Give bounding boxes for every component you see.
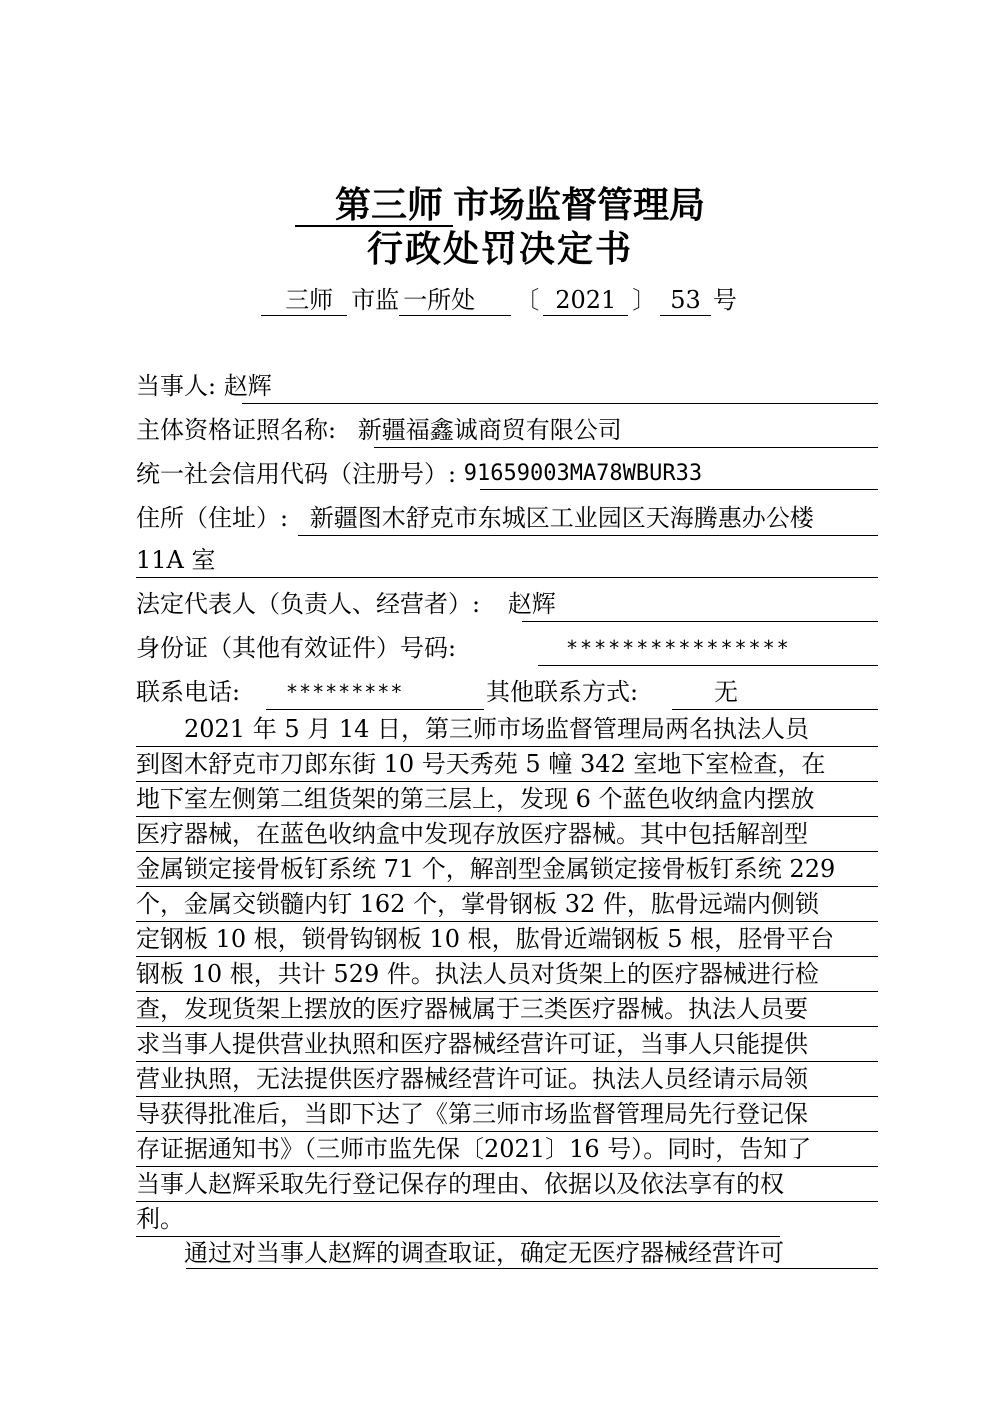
document-number (0, 282, 1000, 318)
party-name-label: 当事人: (136, 372, 217, 400)
phone-value: ********* (286, 680, 404, 704)
phone-underline (266, 709, 484, 710)
license-label: 主体资格证照名称: (136, 416, 337, 444)
facts-line: 地下室左侧第二组货架的第三层上，发现 6 个蓝色收纳盒内摆放 (136, 782, 878, 817)
facts-line: 2021 年 5 月 14 日，第三师市场监督管理局两名执法人员 (136, 712, 878, 747)
facts-line: 定钢板 10 根，锁骨钩钢板 10 根，肱骨近端钢板 5 根，胫骨平台 (136, 922, 878, 957)
party-name-row (136, 366, 878, 406)
id-number-label: 身份证（其他有效证件）号码: (136, 634, 457, 662)
doc-close-bracket: 〕 (632, 286, 657, 314)
address-label: 住所（住址）: (136, 504, 289, 532)
document-title-line1 (0, 182, 1000, 228)
contact-row (136, 672, 878, 712)
facts-line: 钢板 10 根，共计 529 件。执法人员对货架上的医疗器械进行检 (136, 957, 878, 992)
id-number-value: **************** (566, 636, 791, 660)
license-row (136, 410, 878, 450)
facts-paragraph (136, 712, 878, 1237)
address-underline-1 (298, 535, 878, 536)
address-value-line2: 11A 室 (136, 546, 216, 574)
address-row (136, 498, 878, 538)
facts-line: 利。 (136, 1202, 780, 1237)
id-number-underline (538, 665, 878, 666)
facts-line: 查，发现货架上摆放的医疗器械属于三类医疗器械。执法人员要 (136, 992, 878, 1027)
doc-open-bracket: 〔 (515, 286, 540, 314)
other-contact-underline (672, 709, 878, 710)
license-value: 新疆福鑫诚商贸有限公司 (357, 416, 622, 444)
doc-year: 2021 (543, 285, 628, 316)
facts-line: 导获得批准后，当即下达了《第三师市场监督管理局先行登记保 (136, 1097, 878, 1132)
address-underline-2 (136, 577, 878, 578)
legal-rep-row (136, 584, 878, 624)
phone-label: 联系电话: (136, 678, 241, 706)
credit-code-row (136, 452, 878, 492)
party-name-value: 赵辉 (223, 372, 272, 400)
doc-number-value: 53 (660, 285, 711, 316)
address-value-line1: 新疆图木舒克市东城区工业园区天海腾惠办公楼 (309, 504, 814, 532)
issuer-name: 第三师 (295, 185, 453, 227)
doc-region: 三师 (261, 285, 347, 316)
facts-line: 当事人赵辉采取先行登记保存的理由、依据以及依法享有的权 (136, 1167, 878, 1202)
other-contact-value: 无 (714, 678, 738, 706)
facts-line: 金属锁定接骨板钉系统 71 个，解剖型金属锁定接骨板钉系统 229 (136, 852, 878, 887)
legal-rep-label: 法定代表人（负责人、经营者）: (136, 590, 481, 618)
legal-rep-value: 赵辉 (507, 590, 556, 618)
address-row-2 (136, 540, 878, 580)
doc-dept: 一所处 (399, 285, 511, 316)
facts-line: 到图木舒克市刀郎东街 10 号天秀苑 5 幢 342 室地下室检查，在 (136, 747, 878, 782)
investigation-underline (186, 1268, 878, 1269)
credit-code-value: 91659003MA78WBUR33 (463, 461, 703, 486)
doc-number-suffix: 号 (712, 286, 737, 314)
license-underline (374, 447, 878, 448)
facts-line: 个，金属交锁髓内钉 162 个，掌骨钢板 32 件，肱骨远端内侧锁 (136, 887, 878, 922)
credit-code-label: 统一社会信用代码（注册号）: (136, 460, 457, 488)
id-number-row (136, 628, 878, 668)
document-type-title: 行政处罚决定书 (366, 228, 633, 270)
facts-line: 存证据通知书》（三师市监先保〔2021〕16 号）。同时，告知了 (136, 1132, 878, 1167)
party-name-underline (242, 403, 878, 404)
legal-rep-underline (522, 621, 878, 622)
facts-line: 医疗器械，在蓝色收纳盒中发现存放医疗器械。其中包括解剖型 (136, 817, 878, 852)
credit-code-underline (480, 489, 878, 490)
investigation-line: 通过对当事人赵辉的调查取证，确定无医疗器械经营许可 (136, 1239, 784, 1267)
investigation-paragraph (136, 1236, 878, 1270)
other-contact-label: 其他联系方式: (486, 678, 639, 706)
facts-line: 营业执照，无法提供医疗器械经营许可证。执法人员经请示局领 (136, 1062, 878, 1097)
doc-bureau: 市监 (351, 286, 400, 314)
agency-name: 市场监督管理局 (453, 184, 706, 226)
facts-line: 求当事人提供营业执照和医疗器械经营许可证，当事人只能提供 (136, 1027, 878, 1062)
